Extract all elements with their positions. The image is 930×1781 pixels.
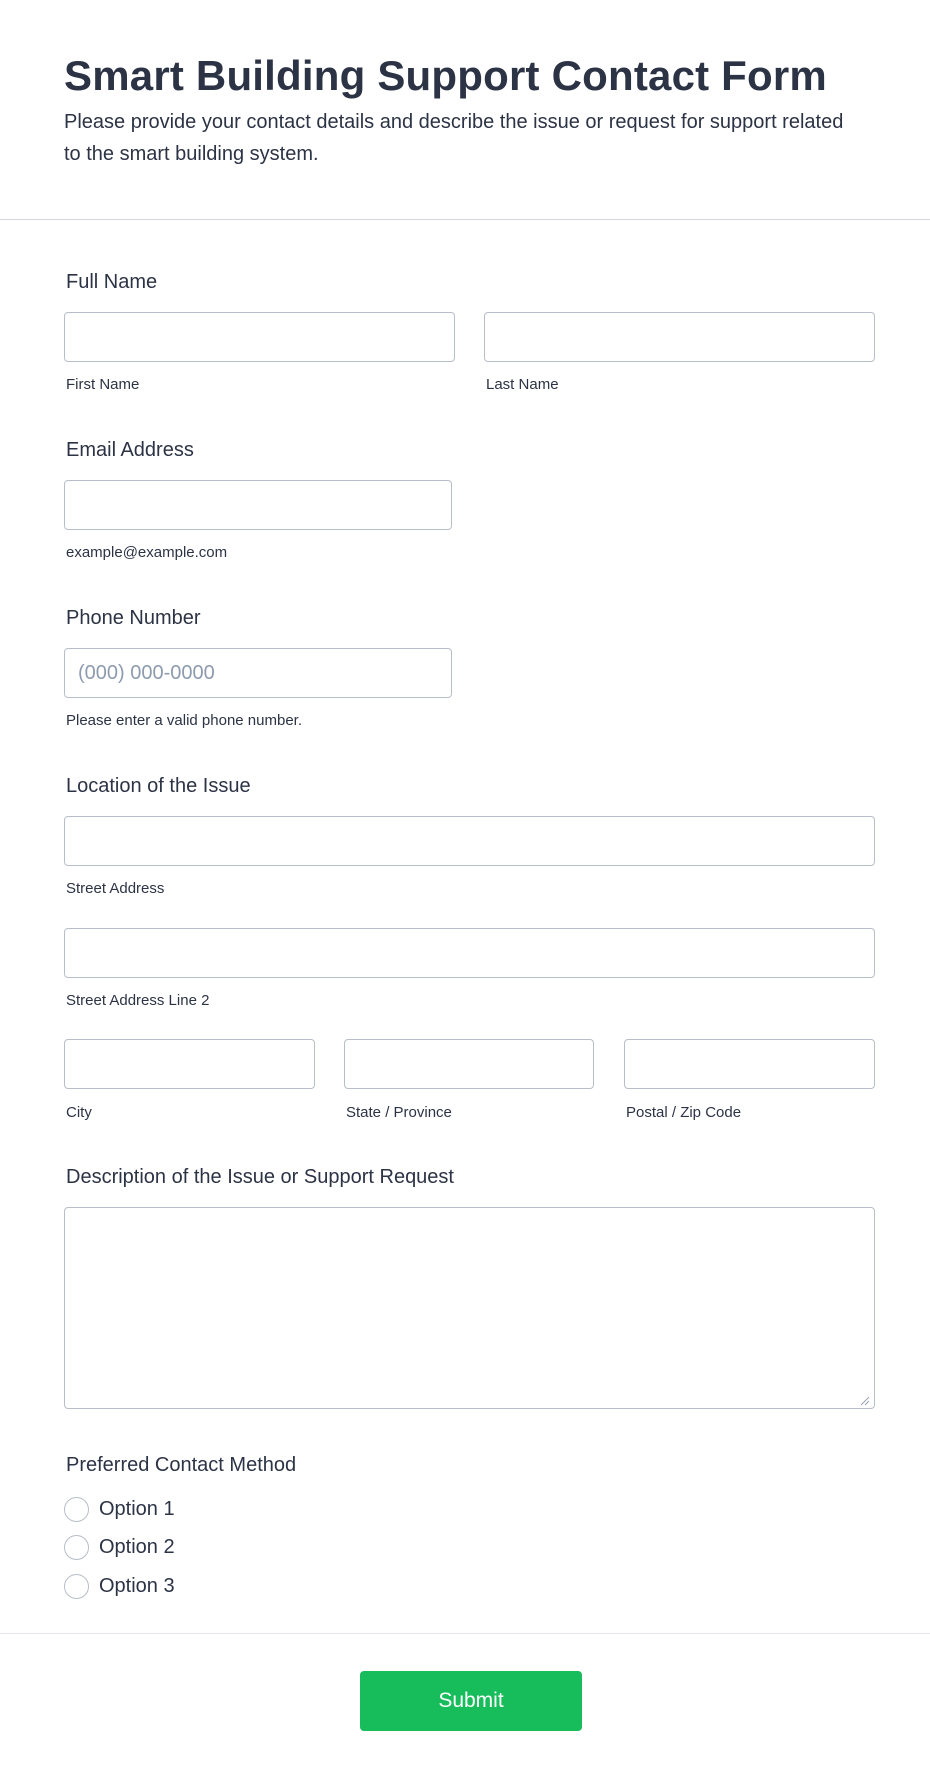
city-input[interactable] (64, 1039, 315, 1089)
first-name-sublabel: First Name (66, 376, 140, 393)
state-sublabel: State / Province (346, 1104, 452, 1121)
form-header (0, 0, 930, 220)
last-name-sublabel: Last Name (486, 376, 559, 393)
footer-divider (0, 1633, 930, 1634)
phone-sublabel: Please enter a valid phone number. (66, 712, 302, 729)
contact-method-label: Preferred Contact Method (66, 1454, 297, 1476)
page-subtitle: Please provide your contact details and describe the issue or request for support related to the smart building system. (64, 111, 844, 165)
contact-option-3-label: Option 3 (99, 1574, 175, 1597)
street-address-line2-input[interactable] (64, 928, 875, 978)
resize-grip-icon[interactable] (858, 1394, 870, 1406)
submit-button[interactable]: Submit (360, 1671, 582, 1731)
radio-circle-icon[interactable] (64, 1497, 89, 1522)
city-sublabel: City (66, 1104, 92, 1121)
full-name-label: Full Name (66, 271, 158, 293)
contact-option-2[interactable] (64, 1534, 175, 1560)
first-name-input[interactable] (64, 312, 455, 362)
phone-label: Phone Number (66, 607, 201, 629)
phone-input[interactable] (64, 648, 452, 698)
street-address-input[interactable] (64, 816, 875, 866)
radio-circle-icon[interactable] (64, 1574, 89, 1599)
radio-circle-icon[interactable] (64, 1535, 89, 1560)
description-textarea[interactable] (64, 1207, 875, 1409)
page-title: Smart Building Support Contact Form (64, 52, 827, 99)
last-name-input[interactable] (484, 312, 875, 362)
zip-input[interactable] (624, 1039, 875, 1089)
email-label: Email Address (66, 439, 194, 461)
location-label: Location of the Issue (66, 775, 251, 797)
street-address-line2-sublabel: Street Address Line 2 (66, 992, 210, 1009)
email-input[interactable] (64, 480, 452, 530)
email-sublabel: example@example.com (66, 544, 228, 561)
street-address-sublabel: Street Address (66, 880, 165, 897)
contact-option-2-label: Option 2 (99, 1535, 175, 1558)
state-input[interactable] (344, 1039, 594, 1089)
contact-option-1[interactable] (64, 1496, 175, 1522)
contact-option-1-label: Option 1 (99, 1497, 175, 1520)
contact-option-3[interactable] (64, 1573, 175, 1599)
description-label: Description of the Issue or Support Request (66, 1166, 454, 1188)
zip-sublabel: Postal / Zip Code (626, 1104, 742, 1121)
